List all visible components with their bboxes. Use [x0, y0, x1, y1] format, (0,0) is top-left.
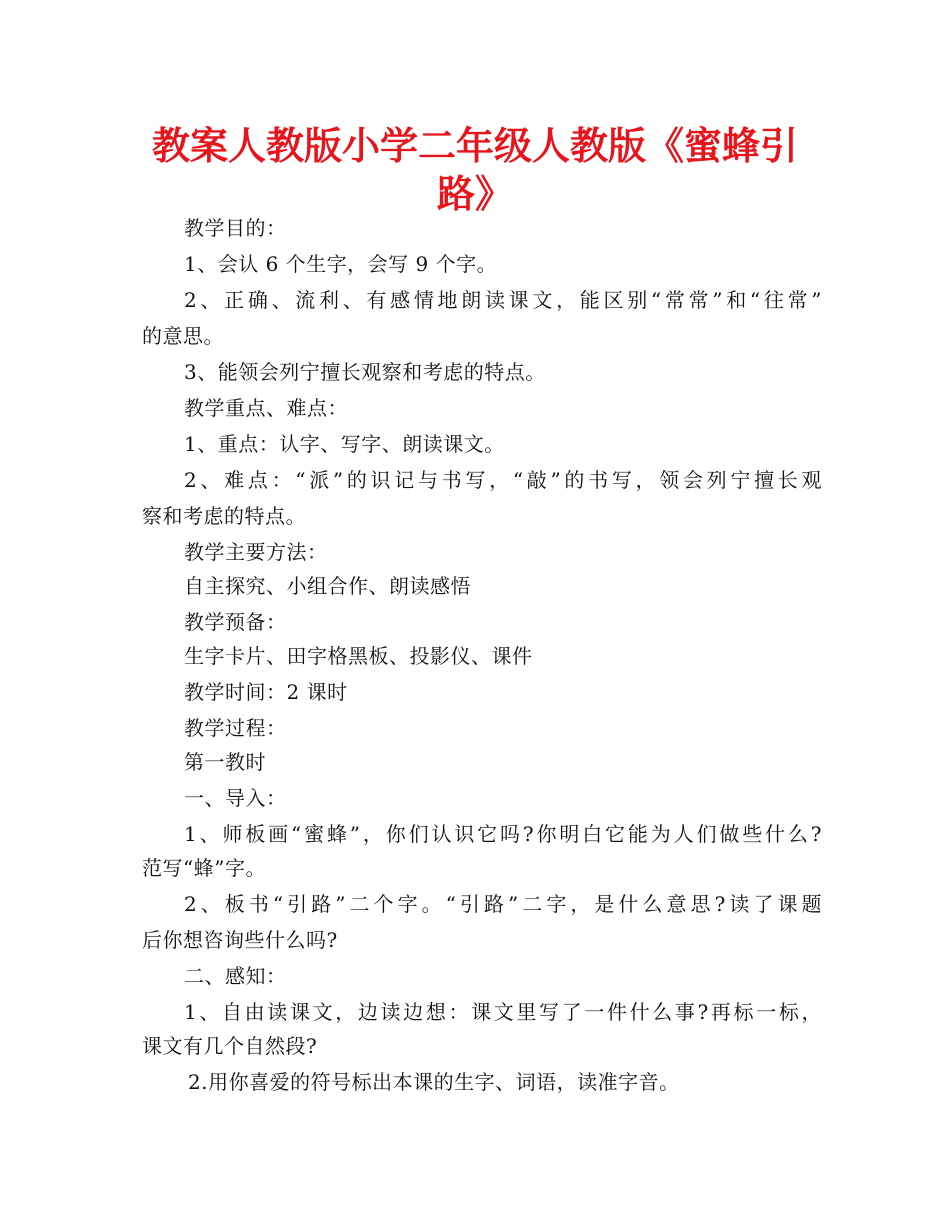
paragraph-line: 教学重点、难点：: [184, 396, 348, 420]
document-title-line-1: 教案人教版小学二年级人教版《蜜蜂引: [151, 124, 798, 168]
paragraph-line: 教学主要方法：: [184, 540, 328, 564]
paragraph-line: 1、师板画“蜜蜂”，你们认识它吗?你明白它能为人们做些什么?: [184, 822, 822, 846]
paragraph-line: 2、板书“引路”二个字。“引路”二字，是什么意思?读了课题: [184, 892, 822, 916]
paragraph-line: 范写“蜂”字。: [142, 856, 266, 880]
paragraph-line: 生字卡片、田字格黑板、投影仪、课件: [184, 644, 533, 668]
paragraph-line: 一、导入：: [184, 786, 287, 810]
paragraph-line: 的意思。: [142, 324, 224, 348]
paragraph-line: 教学目的：: [184, 216, 287, 240]
paragraph-line: 教学预备：: [184, 610, 287, 634]
paragraph-line: 教学时间：2 课时: [184, 680, 348, 704]
paragraph-line: 课文有几个自然段?: [142, 1034, 318, 1058]
paragraph-line: 1、自由读课文，边读边想：课文里写了一件什么事?再标一标，: [184, 1000, 822, 1024]
paragraph-line: 第一教时: [184, 750, 266, 774]
paragraph-line: 后你想咨询些什么吗?: [142, 928, 338, 952]
paragraph-line: 3、能领会列宁擅长观察和考虑的特点。: [184, 360, 546, 384]
paragraph-line: 1、重点：认字、写字、朗读课文。: [184, 432, 505, 456]
paragraph-line: 1、会认 6 个生字，会写 9 个字。: [184, 252, 498, 276]
document-title-line-2: 路》: [436, 172, 513, 216]
paragraph-line: 2、正确、流利、有感情地朗读课文，能区别“常常”和“往常”: [184, 288, 822, 312]
paragraph-line: 教学过程：: [184, 716, 287, 740]
paragraph-line: 二、感知：: [184, 964, 287, 988]
paragraph-line: 2、难点：“派”的识记与书写，“敲”的书写，领会列宁擅长观: [184, 468, 822, 492]
paragraph-line: 察和考虑的特点。: [142, 504, 306, 528]
paragraph-line: 自主探究、小组合作、朗读感悟: [184, 574, 471, 598]
paragraph-line: 2.用你喜爱的符号标出本课的生字、词语，读准字音。: [188, 1070, 680, 1094]
